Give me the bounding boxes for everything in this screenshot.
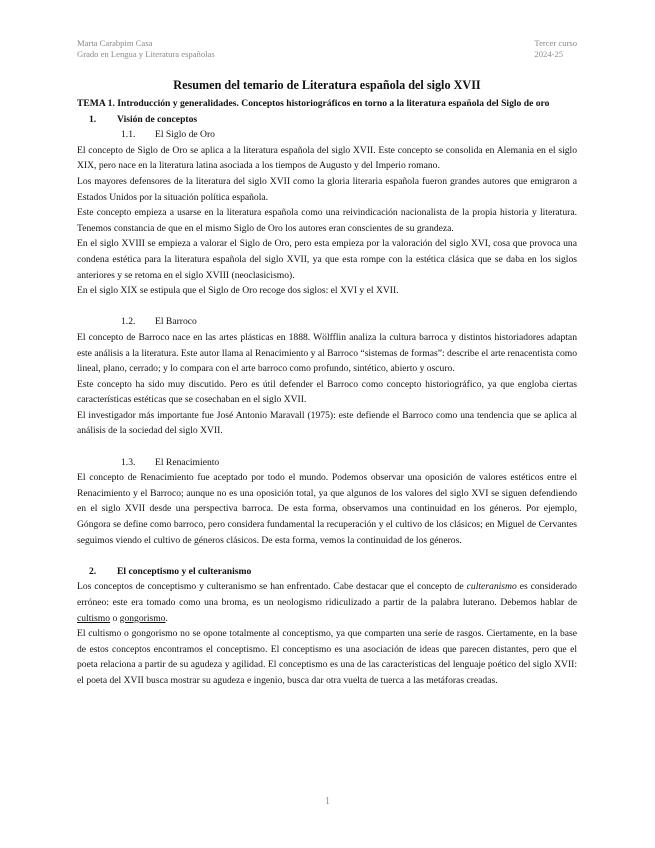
section-2-number: 2. — [89, 565, 97, 577]
text-run: o — [110, 612, 120, 624]
underlined-gongorismo: gongorismo — [119, 612, 166, 624]
header-year: 2024-25 — [534, 49, 564, 59]
subsection-1-1-heading — [77, 127, 577, 143]
header-author: Marta Carabpim Casa — [77, 38, 153, 48]
paragraph: El concepto de Renacimiento fue aceptado por todo el mundo. Podemos observar una oposición de valores estéticos entre el Renacimiento y el Barroco; aunque no es una oposición total, ya que algunos de los valores del siglo XVI se siguen defendiendo en el siglo XVII desde una perspectiva barroca. De esta forma, observamos una continuidad en los géneros. Por ejemplo, Góngora se define como barroco, pero considera fundamental la recuperación y el cultivo de los clásicos; en Miguel de Cervantes seguimos viendo el cultivo de géneros clásicos. De esta forma, vemos la continuidad de los géneros. — [77, 472, 577, 546]
paragraph: En el siglo XIX se estipula que el Siglo de Oro recoge dos siglos: el XVI y el XVII. — [77, 285, 399, 297]
spacer — [77, 299, 577, 315]
subsection-1-1-number: 1.1. — [121, 129, 136, 141]
text-run: Los conceptos de conceptismo y culteranismo se han enfrentado. Cabe destacar que el concepto de — [77, 581, 467, 593]
spacer — [77, 439, 577, 455]
paragraph: El investigador más importante fue José Antonio Maravall (1975): este defiende el Barroco como una tendencia que se aplica al análisis de la sociedad del siglo XVII. — [77, 409, 577, 437]
paragraph: Este concepto empieza a usarse en la literatura española como una reivindicación nacionalista de la propia historia y literatura. Tenemos constancia de que en el mismo Siglo de Oro los autores eran conscientes de su grandeza. — [77, 207, 577, 234]
underlined-cultismo: cultismo — [77, 612, 111, 624]
paragraph: El concepto de Siglo de Oro se aplica a la literatura española del siglo XVII. Este concepto se consolida en Alemania en el siglo XIX, pero nace en la literatura latina asociada a los tiempos de Augusto y del Imperio romano. — [77, 144, 577, 172]
subsection-1-3-number: 1.3. — [121, 456, 136, 468]
section-2-title: El conceptismo y el culteranismo — [117, 565, 252, 577]
subsection-1-1-title: El Siglo de Oro — [155, 129, 215, 141]
text-run: . — [165, 612, 168, 624]
header-degree: Grado en Lengua y Literatura españolas — [77, 49, 215, 59]
subsection-1-2-heading — [77, 314, 577, 330]
emphasis-culteranismo: culteranismo — [466, 581, 517, 593]
paragraph: Este concepto ha sido muy discutido. Pero es útil defender el Barroco como concepto historiográfico, ya que engloba ciertas características estéticas que se cosechaban en el siglo XVII. — [77, 378, 577, 406]
subsection-1-3-heading — [77, 455, 577, 471]
section-1-number: 1. — [89, 113, 97, 125]
tema-heading: TEMA 1. Introducción y generalidades. Conceptos historiográficos en torno a la literatura española del Siglo de oro — [77, 98, 550, 109]
text-run: es considerado erróneo: este era tomado como una broma, es un neologismo ridiculizado a partir de la palabra luterano. Debemos hablar de — [77, 581, 577, 608]
page-number: 1 — [325, 796, 330, 807]
header-left — [77, 38, 215, 60]
paragraph: El cultismo o gongorismo no se opone totalmente al conceptismo, ya que comparten una serie de rasgos. Ciertamente, en la base de estos conceptos encontramos el conceptismo. El conceptismo es una asociación de ideas que parecen distantes, pero que el poeta relaciona a partir de su agudeza y agilidad. El conceptismo es una de las características del lenguaje poético del siglo XVII: el poeta del XVII busca mostrar su agudeza e ingenio, busca dar otra vuelta de tuerca a las metáforas creadas. — [77, 628, 577, 686]
header-term: Tercer curso — [534, 38, 577, 48]
document-title: Resumen del temario de Literatura española del siglo XVII — [173, 78, 481, 92]
document-body — [77, 96, 577, 689]
section-1-title: Visión de conceptos — [117, 113, 198, 125]
paragraph: El concepto de Barroco nace en las artes plásticas en 1888. Wölfflin analiza la cultura barroca y distintos historiadores adaptan este análisis a la literatura. Este autor llama al Renacimiento y al Barroco “sistemas de formas”: describe el arte renacentista como lineal, plano, cerrado; y lo compara con el arte barroco como profundo, sintético, abierto y oscuro. — [77, 331, 577, 375]
paragraph: Los mayores defensores de la literatura del siglo XVII como la gloria literaria española fueron grandes autores que emigraron a Estados Unidos por la situación política española. — [77, 175, 577, 203]
subsection-1-2-number: 1.2. — [121, 316, 136, 328]
paragraph — [77, 579, 577, 626]
header-right — [534, 38, 577, 60]
section-2-heading — [77, 564, 577, 580]
section-1-heading — [77, 112, 577, 128]
subsection-1-3-title: El Renacimiento — [155, 456, 220, 468]
paragraph: En el siglo XVIII se empieza a valorar el Siglo de Oro, pero esta empieza por la valoración del siglo XVI, cosa que provoca una condena estética para la literatura española del siglo XVII, ya que esta rompe con la estética clásica que se daba en los siglos anteriores y se retoma en el siglo XVIII (neoclasicismo). — [77, 238, 577, 281]
spacer — [77, 548, 577, 564]
subsection-1-2-title: El Barroco — [155, 316, 197, 328]
